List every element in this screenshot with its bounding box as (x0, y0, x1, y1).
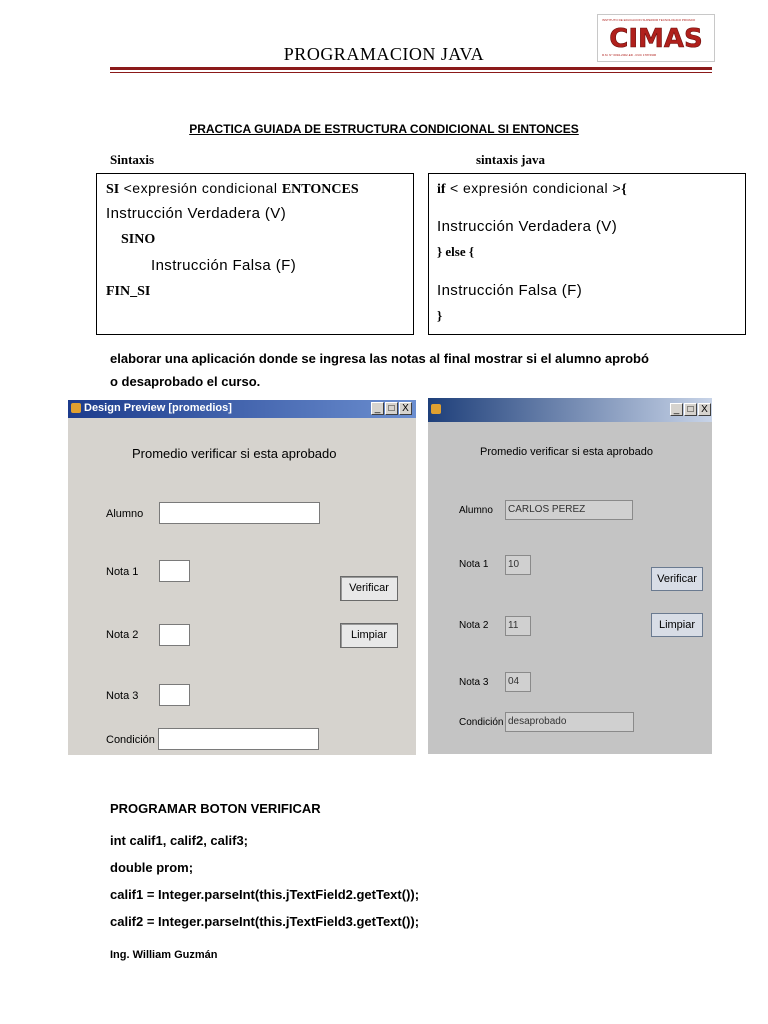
open-brace: { (621, 182, 627, 197)
close-button[interactable]: X (399, 402, 412, 415)
logo-wordmark (600, 23, 712, 51)
alumno-label: Alumno (459, 505, 493, 516)
verificar-button[interactable]: Verificar (340, 576, 398, 601)
java-line-1 (437, 180, 627, 198)
running-app-window (428, 398, 712, 754)
limpiar-button[interactable]: Limpiar (340, 623, 398, 648)
condicion-input[interactable] (158, 728, 319, 750)
design-window-title: Design Preview [promedios] (84, 402, 232, 414)
form-heading: Promedio verificar si esta aprobado (132, 446, 337, 461)
practice-title: PRACTICA GUIADA DE ESTRUCTURA CONDICIONAL SI ENTONCES (189, 122, 579, 136)
nota1-label: Nota 1 (106, 566, 139, 578)
pseudo-line-1 (106, 180, 359, 198)
minimize-button[interactable]: _ (670, 403, 683, 416)
nota1-input[interactable] (159, 560, 190, 582)
entonces-keyword: ENTONCES (281, 182, 359, 197)
logo-top-text: INSTITUTO DE EDUCACION SUPERIOR TECNOLOGICO PRIVADO (602, 18, 696, 22)
nota1-label: Nota 1 (459, 559, 489, 570)
nota1-input[interactable]: 10 (505, 555, 531, 575)
header-rule-thin (110, 72, 712, 73)
sino-keyword: SINO (121, 232, 156, 247)
if-keyword: if (437, 182, 446, 197)
java-syntax-label: sintaxis java (476, 152, 545, 167)
logo-word: CIMAS (609, 24, 703, 51)
nota3-label: Nota 3 (459, 677, 489, 688)
alumno-input[interactable] (159, 502, 320, 524)
form-heading: Promedio verificar si esta aprobado (480, 446, 654, 458)
nota2-input[interactable]: 11 (505, 616, 531, 636)
nota2-label: Nota 2 (459, 620, 489, 631)
cimas-logo (597, 14, 715, 62)
maximize-button[interactable]: □ (684, 403, 697, 416)
limpiar-button[interactable]: Limpiar (651, 613, 703, 637)
code-line: double prom; (110, 860, 194, 875)
if-expression: < expresión condicional > (445, 180, 622, 196)
alumno-input[interactable]: CARLOS PEREZ (505, 500, 633, 520)
code-line: calif2 = Integer.parseInt(this.jTextField3.getText()); (110, 914, 420, 929)
java-cup-icon (71, 403, 81, 413)
maximize-button[interactable]: □ (385, 402, 398, 415)
close-button[interactable]: X (698, 403, 711, 416)
java-cup-icon (431, 404, 441, 414)
pseudocode-box (96, 173, 414, 335)
minimize-button[interactable]: _ (371, 402, 384, 415)
design-preview-window (68, 400, 416, 755)
verificar-button[interactable]: Verificar (651, 567, 703, 591)
alumno-label: Alumno (106, 508, 144, 520)
java-syntax-box (428, 173, 746, 335)
condicion-input[interactable]: desaprobado (505, 712, 634, 732)
window-controls (371, 402, 412, 416)
else-keyword: } else { (437, 244, 474, 259)
nota3-label: Nota 3 (106, 690, 139, 702)
code-line: calif1 = Integer.parseInt(this.jTextField2.getText()); (110, 887, 420, 902)
java-line-false: Instrucción Falsa (F) (437, 282, 583, 299)
finsi-keyword: FIN_SI (106, 284, 151, 299)
code-heading: PROGRAMAR BOTON VERIFICAR (110, 801, 321, 816)
page-header-title: PROGRAMACION JAVA (283, 44, 485, 64)
nota2-input[interactable] (159, 624, 190, 646)
instruction-line-1: elaborar una aplicación donde se ingresa las notas al final mostrar si el alumno aprobó (110, 351, 649, 366)
java-line-true: Instrucción Verdadera (V) (437, 218, 618, 235)
window-controls (670, 403, 711, 417)
code-line: int calif1, calif2, calif3; (110, 833, 248, 848)
nota2-label: Nota 2 (106, 629, 139, 641)
condicion-label: Condición (106, 734, 155, 746)
pseudo-line-true: Instrucción Verdadera (V) (106, 205, 287, 222)
syntax-label: Sintaxis (110, 152, 155, 167)
si-expression: <expresión condicional (119, 180, 282, 196)
nota3-input[interactable] (159, 684, 190, 706)
si-keyword: SI (106, 182, 120, 197)
pseudo-line-false: Instrucción Falsa (F) (151, 257, 297, 274)
close-brace: } (437, 308, 443, 323)
instruction-line-2: o desaprobado el curso. (110, 374, 261, 389)
footer-author: Ing. William Guzmán (110, 949, 218, 961)
logo-bottom-text: R.M. N° 0094-2002-ED - RUC 17874906 (602, 53, 657, 57)
condicion-label: Condición (459, 717, 504, 728)
header-rule (110, 67, 712, 70)
nota3-input[interactable]: 04 (505, 672, 531, 692)
